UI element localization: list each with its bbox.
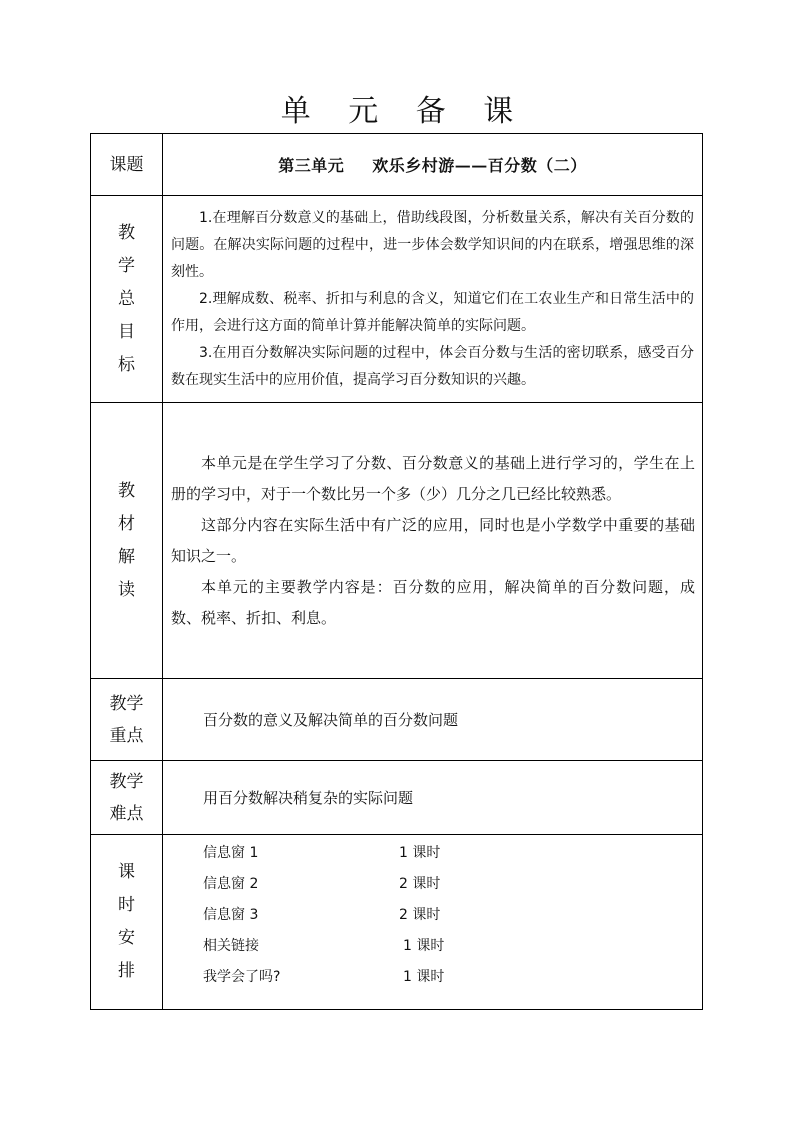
goal-paragraph-3: 3.在用百分数解决实际问题的过程中，体会百分数与生活的密切联系，感受百分数在现实生活中的应用价值，提高学习百分数知识的兴趣。 [171,344,694,388]
goals-row [91,196,703,403]
material-row [91,403,703,679]
material-paragraph-2: 这部分内容在实际生活中有广泛的应用，同时也是小学数学中重要的基础知识之一。 [171,515,695,565]
goals-label-char: 总 [118,288,135,309]
schedule-row [91,835,703,1010]
schedule-item-hours: 2 课时 [399,906,441,923]
key-point-content-cell [163,679,703,761]
material-label-char: 教 [118,480,135,501]
schedule-item [203,960,702,991]
material-content-cell [163,403,703,679]
difficulty-label-line: 难点 [109,803,144,824]
schedule-item-name: 信息窗 1 [203,844,259,861]
goals-label-char: 学 [118,255,135,276]
schedule-label-char: 排 [118,961,135,981]
topic-label-cell [91,134,163,196]
difficulty-content-cell [163,761,703,835]
page-title: 单 元 备 课 [280,94,528,129]
key-point-label-line: 教学 [109,693,144,714]
goals-content-cell [163,196,703,403]
schedule-label-char: 课 [118,862,135,882]
schedule-label-char: 时 [118,895,135,915]
schedule-item-hours: 2 课时 [399,875,441,892]
schedule-label-cell [91,835,163,1010]
unit-number: 第三单元 [278,156,345,175]
goal-paragraph-1: 1.在理解百分数意义的基础上，借助线段图，分析数量关系，解决有关百分数的问题。在解决实际问题的过程中，进一步体会数学知识间的内在联系，增强思维的深刻性。 [171,209,694,280]
goals-label-char: 教 [118,222,135,243]
difficulty-text: 用百分数解决稍复杂的实际问题 [203,789,414,807]
key-point-row [91,679,703,761]
schedule-item-hours: 1 课时 [403,937,445,954]
schedule-item [203,898,702,929]
material-paragraph-3: 本单元的主要教学内容是：百分数的应用，解决简单的百分数问题，成数、税率、折扣、利息。 [171,577,695,627]
schedule-content-cell [163,835,703,1010]
schedule-item-name: 相关链接 [203,937,259,954]
goal-paragraph-2: 2.理解成数、税率、折扣与利息的含义，知道它们在工农业生产和日常生活中的作用，会进行这方面的简单计算并能解决简单的实际问题。 [171,290,694,334]
goals-label-char: 标 [118,354,135,375]
key-point-text: 百分数的意义及解决简单的百分数问题 [203,711,459,729]
schedule-item-hours: 1 课时 [399,844,441,861]
material-label-cell [91,403,163,679]
material-label-char: 材 [118,513,135,534]
schedule-item-name: 信息窗 3 [203,906,259,923]
goals-label-char: 目 [118,321,135,342]
topic-label: 课题 [109,154,144,175]
key-point-label-line: 重点 [109,725,144,746]
material-label-char: 解 [118,546,135,567]
material-paragraph-1: 本单元是在学生学习了分数、百分数意义的基础上进行学习的，学生在上册的学习中，对于一个数比另一个多（少）几分之几已经比较熟悉。 [171,453,695,503]
difficulty-label-line: 教学 [109,771,144,792]
material-label-char: 读 [118,579,135,600]
topic-row [91,134,703,196]
topic-content-cell [163,134,703,196]
schedule-item [203,867,702,898]
schedule-item-name: 信息窗 2 [203,875,259,892]
unit-topic: 欢乐乡村游——百分数（二） [372,156,587,175]
schedule-item-name: 我学会了吗? [203,968,281,985]
schedule-item [203,836,702,867]
key-point-label-cell [91,679,163,761]
schedule-item [203,929,702,960]
difficulty-row [91,761,703,835]
difficulty-label-cell [91,761,163,835]
goals-label-cell [91,196,163,403]
schedule-item-hours: 1 课时 [403,968,445,985]
schedule-label-char: 安 [118,928,135,948]
lesson-plan-table [90,133,703,1010]
